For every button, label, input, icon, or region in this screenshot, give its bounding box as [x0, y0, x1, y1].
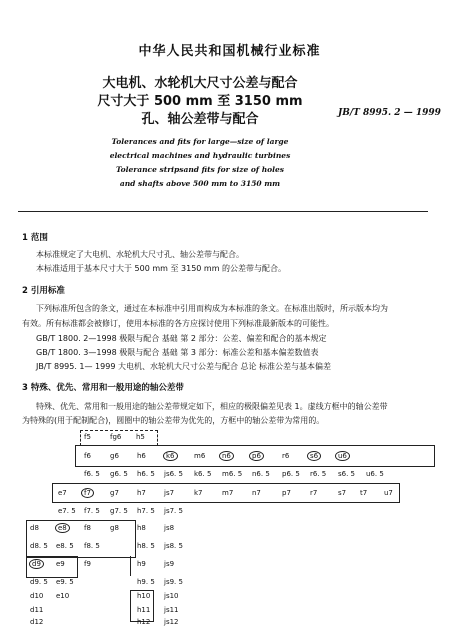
zone-label: d8. 5	[30, 542, 48, 550]
zone-label: g6. 5	[110, 470, 128, 478]
zone-label: js7. 5	[164, 507, 183, 515]
english-title-line-3: Tolerance stripsand fits for size of holes	[115, 165, 285, 174]
zone-label-preferred: d9	[29, 559, 44, 569]
zone-label-preferred: u6	[335, 451, 350, 461]
zone-label: f7. 5	[84, 507, 100, 515]
zone-label-preferred: s6	[307, 451, 321, 461]
zone-label: js9. 5	[164, 578, 183, 586]
standard-category-header: 中华人民共和国机械行业标准	[138, 44, 321, 59]
zone-label: d8	[30, 524, 39, 532]
zone-label: h5	[136, 433, 145, 441]
english-title-line-1: Tolerances and fits for large—size of large	[111, 137, 289, 146]
zone-label: h8	[137, 524, 146, 532]
zone-label: s7	[338, 489, 347, 497]
zone-label: e9	[56, 560, 65, 568]
zone-label: p6. 5	[282, 470, 300, 478]
section-2-line-2: 有效。所有标准都会被修订，使用本标准的各方应探讨使用下列标准最新版本的可能性。	[22, 319, 334, 328]
zone-label: f5	[84, 433, 91, 441]
zone-label-preferred: k6	[163, 451, 178, 461]
column-divider	[130, 556, 131, 576]
english-title-line-4: and shafts above 500 mm to 3150 mm	[119, 179, 281, 188]
zone-label: g8	[110, 524, 119, 532]
english-title-line-2: electrical machines and hydraulic turbines	[109, 151, 291, 160]
zone-label-preferred: n6	[219, 451, 234, 461]
reference-standard-1: GB/T 1800. 2—1998 极限与配合 基础 第 2 部分：公差、偏差和配合的基本规定	[36, 334, 327, 343]
zone-label: g6	[110, 452, 119, 460]
zone-label: f9	[84, 560, 91, 568]
zone-label: r7	[310, 489, 318, 497]
zone-label: r6. 5	[310, 470, 327, 478]
zone-label: d11	[30, 606, 44, 614]
zone-label: js12	[164, 618, 179, 626]
zone-label: js9	[164, 560, 175, 568]
zone-label: js11	[164, 606, 179, 614]
zone-label: h12	[137, 618, 151, 626]
zone-label: js8	[164, 524, 175, 532]
zone-label: m6. 5	[222, 470, 243, 478]
reference-standard-2: GB/T 1800. 3—1998 极限与配合 基础 第 3 部分：标准公差和基本偏差数值表	[36, 348, 319, 357]
zone-label: h7. 5	[137, 507, 155, 515]
zone-label: h9. 5	[137, 578, 155, 586]
zone-label-preferred: p6	[249, 451, 264, 461]
zone-label: k6. 5	[194, 470, 212, 478]
standard-number: JB/T 8995. 2 — 1999	[338, 108, 441, 118]
zone-label: g7	[110, 489, 119, 497]
zone-label: d12	[30, 618, 44, 626]
zone-label: h8. 5	[137, 542, 155, 550]
zone-label: n7	[252, 489, 261, 497]
zone-label-preferred: f7	[81, 488, 94, 498]
zone-label: s6. 5	[338, 470, 356, 478]
zone-label: r6	[282, 452, 290, 460]
zone-label: js7	[164, 489, 175, 497]
zone-label: u6. 5	[366, 470, 384, 478]
section-3-line-1: 特殊、优先、常用和一般用途的轴公差带规定如下，相应的极限偏差见表 1。虚线方框中的轴公差带	[36, 402, 388, 411]
zone-label: e7. 5	[58, 507, 76, 515]
reference-standard-3: JB/T 8995. 1— 1999 大电机、水轮机大尺寸公差与配合 总论 标准公差与基本偏差	[36, 362, 332, 371]
zone-label: e7	[58, 489, 67, 497]
zone-label: u7	[384, 489, 393, 497]
section-2-line-1: 下列标准所包含的条文，通过在本标准中引用而构成为本标准的条文。在标准出版时，所示版本均为	[36, 304, 388, 313]
zone-label: t7	[360, 489, 368, 497]
zone-label: js8. 5	[164, 542, 183, 550]
zone-label: h6. 5	[137, 470, 155, 478]
zone-label: f6	[84, 452, 91, 460]
zone-label: e10	[56, 592, 70, 600]
zone-label: js6. 5	[164, 470, 183, 478]
zone-label: h10	[137, 592, 151, 600]
zone-label: e8. 5	[56, 542, 74, 550]
section-3-heading: 3 特殊、优先、常用和一般用途的轴公差带	[22, 383, 184, 393]
zone-label: h9	[137, 560, 146, 568]
zone-label: fg6	[110, 433, 122, 441]
column-8-zone-box	[26, 520, 136, 558]
title-line-1: 大电机、水轮机大尺寸公差与配合	[102, 76, 298, 91]
zone-label: m7	[222, 489, 234, 497]
zone-label: h7	[137, 489, 146, 497]
zone-label: f6. 5	[84, 470, 100, 478]
header-divider	[18, 211, 428, 212]
section-1-heading: 1 范围	[22, 233, 48, 243]
zone-label: h11	[137, 606, 151, 614]
zone-label: d9. 5	[30, 578, 48, 586]
zone-label: p7	[282, 489, 291, 497]
zone-label: f8. 5	[84, 542, 100, 550]
zone-label: g7. 5	[110, 507, 128, 515]
zone-label: k7	[194, 489, 203, 497]
zone-label-preferred: e8	[55, 523, 70, 533]
section-2-heading: 2 引用标准	[22, 286, 65, 296]
zone-label: e9. 5	[56, 578, 74, 586]
title-line-3: 孔、轴公差带与配合	[141, 112, 259, 127]
zone-label: f8	[84, 524, 91, 532]
zone-label: m6	[194, 452, 206, 460]
section-1-line-1: 本标准规定了大电机、水轮机大尺寸孔、轴公差带与配合。	[36, 250, 244, 259]
zone-label: js10	[164, 592, 179, 600]
zone-label: n6. 5	[252, 470, 270, 478]
zone-label: h6	[137, 452, 146, 460]
title-line-2: 尺寸大于 500 mm 至 3150 mm	[97, 94, 303, 109]
zone-label: d10	[30, 592, 44, 600]
section-3-line-2: 为特殊的(用于配制配合)，圆圈中的轴公差带为优先的，方框中的轴公差带为常用的。	[22, 416, 325, 425]
section-1-line-2: 本标准适用于基本尺寸大于 500 mm 至 3150 mm 的公差带与配合。	[36, 264, 287, 273]
